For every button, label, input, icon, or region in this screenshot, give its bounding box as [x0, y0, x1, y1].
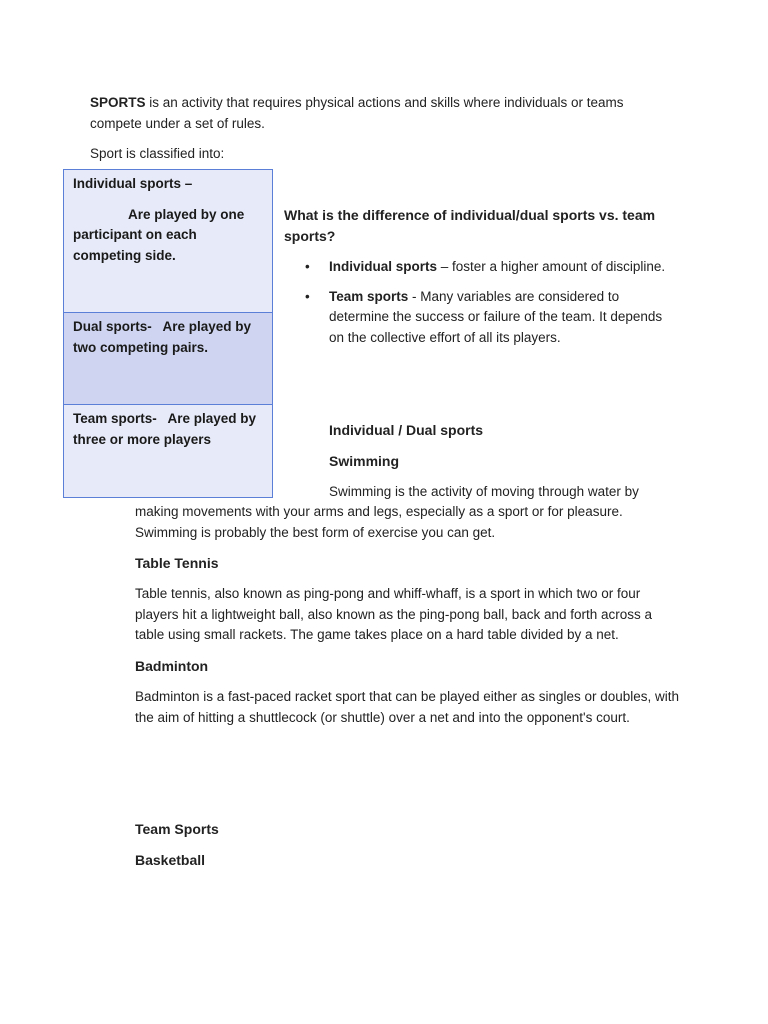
- team-sports-heading: Team Sports: [135, 821, 219, 837]
- swimming-text-first: Swimming is the activity of moving through water by: [329, 484, 639, 499]
- individual-sports-title: Individual sports –: [73, 176, 193, 191]
- list-item: [284, 287, 679, 349]
- bullet-text: – foster a higher amount of discipline.: [437, 259, 666, 274]
- intro-strong: SPORTS: [90, 95, 146, 110]
- badminton-heading: Badminton: [135, 658, 209, 674]
- bullet-text: - Many variables are considered to determine the success or failure of the team. It depends on the collective effort of all its players.: [329, 288, 663, 345]
- individual-sports-box: [63, 169, 273, 313]
- basketball-heading: Basketball: [135, 852, 206, 868]
- list-item: [284, 257, 679, 278]
- individual-dual-heading: Individual / Dual sports: [329, 422, 484, 438]
- team-sports-box: [63, 404, 273, 498]
- badminton-text: Badminton is a fast-paced racket sport that can be played either as singles or doubles, with the aim of hitting a shuttlecock (or shuttle) over a net and into the opponent's court.: [135, 689, 680, 725]
- team-sports-text: Team sports- Are played by three or more players: [73, 411, 260, 447]
- swimming-text: making movements with your arms and legs, especially as a sport or for pleasure. Swimming is probably the best form of exercise you can get.: [135, 504, 623, 540]
- dual-sports-box: [63, 312, 273, 405]
- bullet-icon: •: [305, 259, 310, 274]
- bullet-icon: •: [305, 288, 310, 304]
- bullet-term: Individual sports: [329, 259, 438, 274]
- intro-paragraph: [90, 93, 650, 134]
- intro-text: is an activity that requires physical actions and skills where individuals or teams compete under a set of rules.: [90, 95, 624, 131]
- table-tennis-heading: Table Tennis: [135, 555, 219, 571]
- classified-text: Sport is classified into:: [90, 146, 225, 161]
- individual-sports-desc: Are played by one participant on each competing side.: [73, 206, 245, 263]
- difference-question: What is the difference of individual/dual sports vs. team sports?: [284, 207, 656, 244]
- swimming-heading: Swimming: [329, 453, 400, 469]
- bullet-term: Team sports: [329, 288, 409, 304]
- dual-sports-text: Dual sports- Are played by two competing pairs.: [73, 319, 255, 355]
- table-tennis-text: Table tennis, also known as ping-pong and whiff-whaff, is a sport in which two or four players hit a lightweight ball, also known as the ping-pong ball, back and forth across a table using small rackets. The game takes place on a hard table divided by a net.: [135, 586, 653, 642]
- difference-list: [284, 257, 679, 357]
